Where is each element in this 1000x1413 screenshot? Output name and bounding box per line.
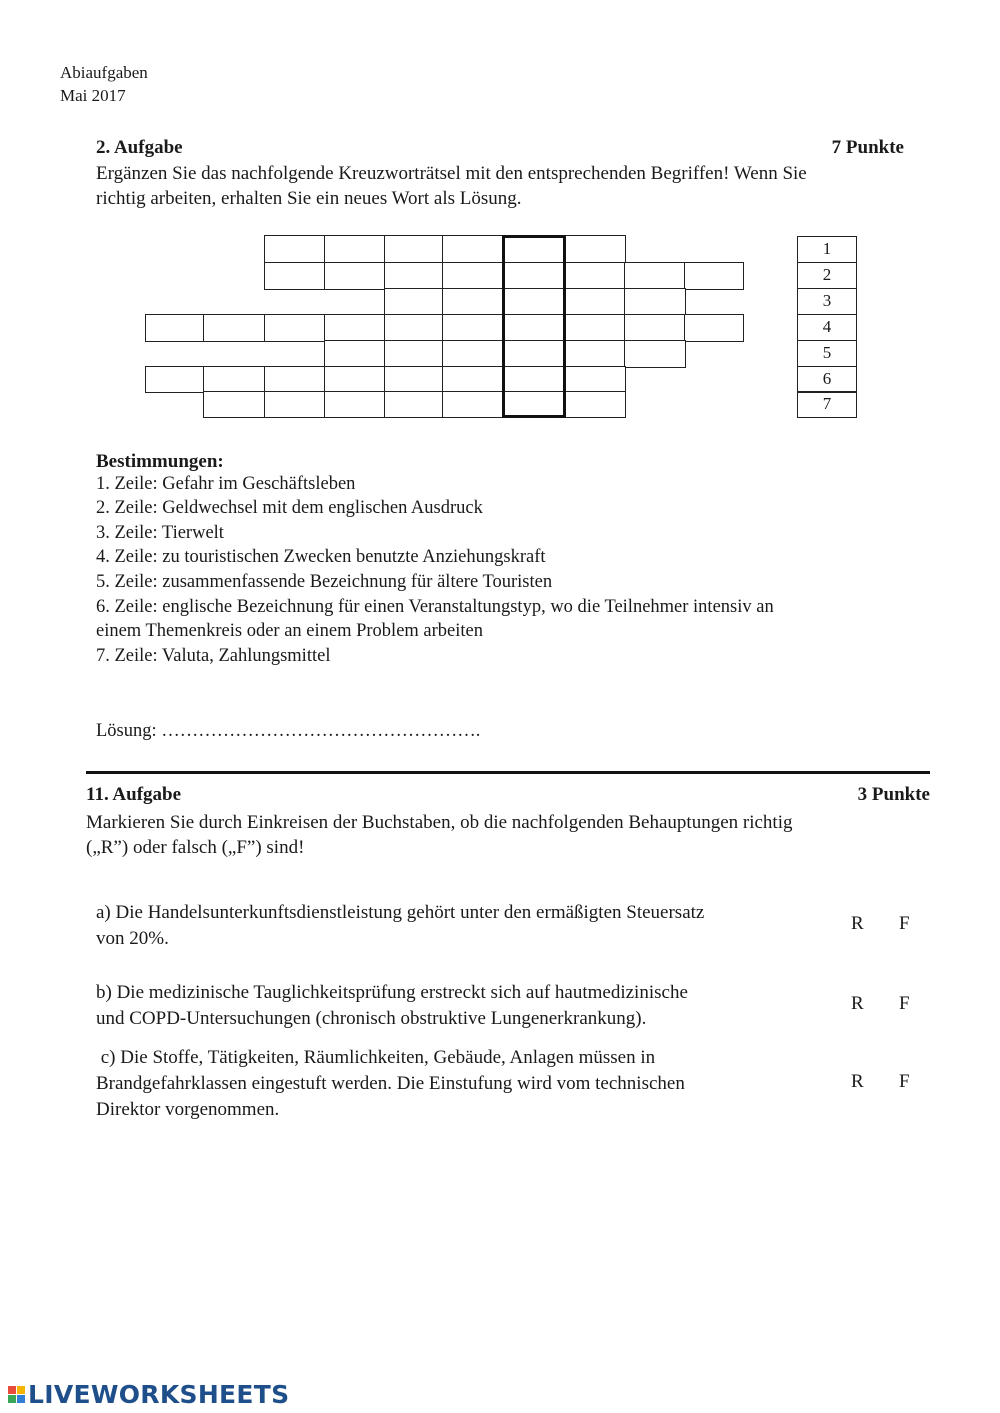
statement-c-line-1: c) Die Stoffe, Tätigkeiten, Räumlichkeiten, Gebäude, Anlagen müssen in bbox=[96, 1047, 656, 1068]
statement-c-line-3: Direktor vorgenommen. bbox=[96, 1099, 280, 1120]
crossword-cell[interactable] bbox=[442, 314, 504, 342]
crossword-cell[interactable] bbox=[145, 366, 205, 393]
row-number: 4 bbox=[797, 314, 857, 341]
crossword-cell[interactable] bbox=[624, 262, 686, 290]
crossword-cell[interactable] bbox=[384, 235, 444, 264]
statement-c-line-2: Brandgefahrklassen eingestuft werden. Die Einstufung wird vom technischen bbox=[96, 1073, 685, 1094]
crossword-cell[interactable] bbox=[624, 288, 686, 316]
crossword-cell[interactable] bbox=[324, 391, 386, 418]
option-r-a[interactable]: R bbox=[851, 913, 864, 934]
statement-b-line-1: b) Die medizinische Tauglichkeitsprüfung erstreckt sich auf hautmedizinische bbox=[96, 982, 688, 1003]
crossword-cell[interactable] bbox=[324, 366, 386, 393]
task2-points: 7 Punkte bbox=[831, 137, 904, 158]
task11-intro-line-2: („R”) oder falsch („F”) sind! bbox=[86, 837, 305, 858]
option-r-c[interactable]: R bbox=[851, 1071, 864, 1092]
crossword-cell[interactable] bbox=[442, 262, 504, 290]
logo-grid-icon bbox=[8, 1386, 25, 1403]
definition-line: 5. Zeile: zusammenfassende Bezeichnung für ältere Touristen bbox=[96, 572, 553, 592]
row-number: 3 bbox=[797, 288, 857, 315]
statement-a-line-2: von 20%. bbox=[96, 928, 169, 949]
crossword-cell[interactable] bbox=[324, 340, 386, 368]
crossword-cell[interactable] bbox=[384, 288, 444, 316]
statement-a-line-1: a) Die Handelsunterkunftsdienstleistung gehört unter den ermäßigten Steuersatz bbox=[96, 902, 705, 923]
definition-line: 3. Zeile: Tierwelt bbox=[96, 523, 224, 543]
crossword-cell[interactable] bbox=[564, 366, 626, 393]
crossword-cell[interactable] bbox=[624, 340, 686, 368]
definitions-title: Bestimmungen: bbox=[96, 451, 224, 472]
crossword-cell[interactable] bbox=[384, 391, 444, 418]
crossword-cell[interactable] bbox=[145, 314, 205, 342]
crossword-cell[interactable] bbox=[564, 314, 626, 342]
section-divider bbox=[86, 771, 930, 774]
crossword-cell[interactable] bbox=[203, 366, 266, 393]
option-f-c[interactable]: F bbox=[899, 1071, 910, 1092]
crossword-cell[interactable] bbox=[564, 235, 626, 264]
crossword-cell[interactable] bbox=[384, 340, 444, 368]
definition-line: 4. Zeile: zu touristischen Zwecken benutzte Anziehungskraft bbox=[96, 547, 546, 567]
statement-b-line-2: und COPD-Untersuchungen (chronisch obstruktive Lungenerkrankung). bbox=[96, 1008, 647, 1029]
crossword-cell[interactable] bbox=[264, 391, 326, 418]
solution-line[interactable]: Lösung: ……………………………………………. bbox=[96, 721, 481, 741]
row-number: 5 bbox=[797, 340, 857, 367]
definition-line: einem Themenkreis oder an einem Problem arbeiten bbox=[96, 621, 483, 641]
task11-intro-line-1: Markieren Sie durch Einkreisen der Buchstaben, ob die nachfolgenden Behauptungen richtig bbox=[86, 812, 793, 833]
crossword-cell[interactable] bbox=[264, 366, 326, 393]
crossword-cell[interactable] bbox=[264, 314, 326, 342]
crossword-cell[interactable] bbox=[564, 391, 626, 418]
crossword-cell[interactable] bbox=[442, 366, 504, 393]
crossword-grid bbox=[0, 0, 1000, 460]
crossword-cell[interactable] bbox=[564, 288, 626, 316]
crossword-cell[interactable] bbox=[324, 235, 386, 264]
header-line-2: Mai 2017 bbox=[60, 86, 126, 105]
crossword-cell[interactable] bbox=[442, 235, 504, 264]
crossword-cell[interactable] bbox=[684, 314, 744, 342]
definition-line: 6. Zeile: englische Bezeichnung für einen Veranstaltungstyp, wo die Teilnehmer intensiv an bbox=[96, 597, 774, 617]
task2-intro-line-2: richtig arbeiten, erhalten Sie ein neues Wort als Lösung. bbox=[96, 188, 522, 209]
crossword-cell[interactable] bbox=[324, 314, 386, 342]
crossword-cell[interactable] bbox=[264, 262, 326, 290]
solution-column bbox=[502, 235, 566, 418]
crossword-cell[interactable] bbox=[384, 314, 444, 342]
crossword-cell[interactable] bbox=[384, 262, 444, 290]
row-number: 6 bbox=[797, 366, 857, 393]
liveworksheets-logo bbox=[8, 1380, 289, 1409]
crossword-cell[interactable] bbox=[203, 391, 266, 418]
definition-line: 1. Zeile: Gefahr im Geschäftsleben bbox=[96, 474, 356, 494]
row-number: 1 bbox=[797, 236, 857, 263]
option-r-b[interactable]: R bbox=[851, 993, 864, 1014]
crossword-cell[interactable] bbox=[564, 262, 626, 290]
crossword-cell[interactable] bbox=[564, 340, 626, 368]
crossword-cell[interactable] bbox=[264, 235, 326, 264]
crossword-cell[interactable] bbox=[384, 366, 444, 393]
definition-line: 7. Zeile: Valuta, Zahlungsmittel bbox=[96, 646, 331, 666]
task2-title: 2. Aufgabe bbox=[96, 137, 183, 158]
row-number: 2 bbox=[797, 262, 857, 289]
crossword-cell[interactable] bbox=[624, 314, 686, 342]
crossword-cell[interactable] bbox=[442, 340, 504, 368]
crossword-cell[interactable] bbox=[324, 262, 386, 290]
option-f-a[interactable]: F bbox=[899, 913, 910, 934]
header-line-1: Abiaufgaben bbox=[60, 63, 148, 82]
task11-title: 11. Aufgabe bbox=[86, 784, 182, 805]
task11-points: 3 Punkte bbox=[857, 784, 930, 805]
crossword-cell[interactable] bbox=[684, 262, 744, 290]
crossword-cell[interactable] bbox=[442, 391, 504, 418]
option-f-b[interactable]: F bbox=[899, 993, 910, 1014]
brand-name: LIVEWORKSHEETS bbox=[28, 1380, 290, 1409]
crossword-cell[interactable] bbox=[442, 288, 504, 316]
definition-line: 2. Zeile: Geldwechsel mit dem englischen Ausdruck bbox=[96, 498, 483, 518]
task2-intro-line-1: Ergänzen Sie das nachfolgende Kreuzworträtsel mit den entsprechenden Begriffen! Wenn Sie bbox=[96, 163, 807, 184]
crossword-cell[interactable] bbox=[203, 314, 266, 342]
row-number: 7 bbox=[797, 391, 857, 418]
